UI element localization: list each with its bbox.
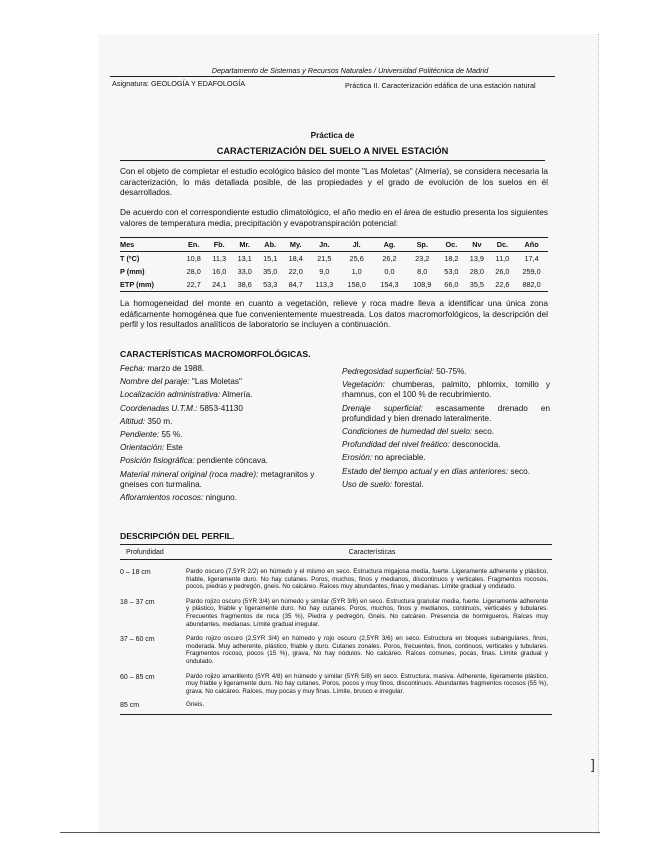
field-value: Almería. bbox=[221, 390, 253, 400]
climate-header-cell: Jl. bbox=[340, 238, 373, 252]
table-cell: 66,0 bbox=[439, 278, 465, 292]
table-cell: 13,9 bbox=[469, 254, 484, 263]
table-cell: 259,0 bbox=[522, 267, 541, 276]
climate-row-etp bbox=[120, 278, 548, 292]
macro-heading: CARACTERÍSTICAS MACROMORFOLÓGICAS. bbox=[120, 349, 311, 359]
table-cell: 53,0 bbox=[444, 267, 459, 276]
field-pedregosidad bbox=[342, 367, 550, 377]
table-cell: 108,9 bbox=[406, 278, 439, 292]
title-rule bbox=[120, 160, 545, 161]
field-label: Material mineral original (roca madre): bbox=[120, 469, 259, 479]
table-cell: 21,5 bbox=[317, 254, 332, 263]
table-cell: 38,6 bbox=[232, 278, 258, 292]
climate-header-cell: Dc. bbox=[490, 238, 516, 252]
climate-header-cell: Año bbox=[515, 238, 548, 252]
field-label: Drenaje superficial: bbox=[342, 403, 423, 413]
field-paraje bbox=[120, 377, 330, 387]
table-cell: 13,1 bbox=[237, 254, 252, 263]
table-cell: 154,3 bbox=[373, 278, 406, 292]
practice-label: Práctica II. Caracterización edáfica de una estación natural bbox=[345, 81, 536, 90]
table-cell: 18,2 bbox=[444, 254, 459, 263]
profile-depth: 18 – 37 cm bbox=[120, 598, 155, 606]
field-label: Condiciones de humedad del suelo: bbox=[342, 427, 473, 437]
field-value: 55 %. bbox=[161, 430, 183, 440]
field-orientacion bbox=[120, 443, 330, 453]
field-label: Orientación: bbox=[120, 443, 165, 453]
profile-table bbox=[120, 544, 552, 715]
table-cell: 28,0 bbox=[186, 267, 201, 276]
field-label: Posición fisiográfica: bbox=[120, 456, 195, 466]
table-cell: 8,0 bbox=[417, 267, 428, 276]
field-label: Estado del tiempo actual y en días anteriores: bbox=[342, 466, 509, 476]
profile-row bbox=[120, 568, 552, 591]
field-value: desconocida. bbox=[452, 440, 501, 450]
profile-description: Pardo rojizo amarillento (5YR 4/8) en húmedo y similar (5YR 5/8) en seco. Estructura, masiva. Adherente, ligeramente plástico, muy friable y ligeramente duro. No hay cutanes. Poros, pocos y muy finos, discontinuos. Abundantes fragmentos rocosos (55 %), grava. No calcáreo. Raíces, muy pocas y muy finas. Límite, brusco e irregular. bbox=[186, 672, 548, 695]
field-humedad bbox=[342, 427, 550, 437]
climate-header-cell: Nv bbox=[464, 238, 490, 252]
header-rule bbox=[110, 76, 555, 77]
field-label: Pendiente: bbox=[120, 430, 160, 440]
field-uso bbox=[342, 480, 550, 490]
department-header: Departamento de Sistemas y Recursos Naturales / Universidad Politécnica de Madrid bbox=[211, 66, 489, 75]
intro-paragraph-1: Con el objeto de completar el estudio ecológico básico del monte "Las Moletas" (Almería), se considera necesaria la caracterización, lo más detallada posible, de las propiedades y el grado de evolución de los suelos en él desarrollados. bbox=[120, 166, 548, 197]
field-vegetacion bbox=[342, 380, 550, 400]
field-label: Altitud: bbox=[120, 416, 146, 426]
field-value: metagranitos y gneises con turmalina. bbox=[120, 469, 315, 489]
table-cell: 11,0 bbox=[495, 254, 510, 263]
field-label: Profundidad del nivel freático: bbox=[342, 440, 450, 450]
climate-header-cell: Oc. bbox=[439, 238, 465, 252]
table-cell: 35,0 bbox=[263, 267, 278, 276]
field-value: 5853-41130 bbox=[199, 403, 243, 413]
perfil-heading: DESCRIPCIÓN DEL PERFIL. bbox=[120, 531, 235, 541]
subject-label: Asignatura: GEOLOGÍA Y EDAFOLOGÍA bbox=[112, 79, 246, 88]
scan-bottom-edge bbox=[60, 832, 600, 833]
field-value: "Las Moletas" bbox=[191, 377, 242, 387]
profile-header-row bbox=[120, 544, 552, 560]
title-line-1: Práctica de bbox=[310, 131, 355, 140]
field-label: Vegetación: bbox=[342, 380, 385, 390]
climate-header-cell: Sp. bbox=[406, 238, 439, 252]
table-cell: P (mm) bbox=[120, 267, 145, 276]
table-cell: 15,1 bbox=[263, 254, 278, 263]
table-cell: 0,0 bbox=[384, 267, 395, 276]
field-label: Afloramientos rocosos: bbox=[120, 493, 204, 503]
field-value: seco. bbox=[510, 466, 530, 476]
field-value: no apreciable. bbox=[374, 453, 426, 463]
field-erosion bbox=[342, 453, 550, 463]
table-cell: 33,0 bbox=[237, 267, 252, 276]
page-edge bbox=[598, 34, 602, 834]
intro-paragraph-2: De acuerdo con el correspondiente estudio climatológico, el año medio en el área de estudio presenta los siguientes valores de temperatura media, precipitación y evapotranspiración potencial: bbox=[120, 207, 548, 228]
climate-header-cell: En. bbox=[181, 238, 207, 252]
climate-row-temperature bbox=[120, 252, 548, 266]
field-value: escasamente drenado en profundidad y bien drenado lateralmente. bbox=[342, 403, 550, 423]
field-drenaje bbox=[342, 404, 550, 424]
climate-header-cell: Mr. bbox=[232, 238, 258, 252]
field-label: Pedregosidad superficial: bbox=[342, 367, 434, 376]
field-value: forestal. bbox=[394, 479, 424, 489]
scan-bracket-mark: ] bbox=[591, 756, 595, 772]
page-title: CARACTERIZACIÓN DEL SUELO A NIVEL ESTACIÓN bbox=[216, 146, 449, 156]
field-value: 350 m. bbox=[147, 416, 173, 426]
profile-header-depth: Profundidad bbox=[126, 548, 164, 556]
field-label: Nombre del paraje: bbox=[120, 377, 190, 387]
field-label: Localización administrativa: bbox=[120, 390, 221, 400]
profile-description: Gneis. bbox=[186, 701, 205, 709]
table-cell: 26,0 bbox=[495, 267, 510, 276]
climate-header-cell: Fb. bbox=[206, 238, 232, 252]
macro-right-column bbox=[342, 367, 550, 493]
table-cell: 84,7 bbox=[283, 278, 309, 292]
table-cell: 882,0 bbox=[515, 278, 548, 292]
table-cell: ETP (mm) bbox=[120, 278, 181, 292]
table-cell: 18,4 bbox=[288, 254, 303, 263]
table-cell: 25,6 bbox=[349, 254, 364, 263]
table-cell: 1,0 bbox=[351, 267, 362, 276]
profile-description: Pardo rojizo oscuro (2,5YR 3/4) en húmedo y rojo oscuro (2,5YR 3/6) en seco. Estructura en bloques subangulares, finos, moderada. Muy adherente, plástico, friable y duro. Cutanes zonales. Poros, frecuentes, finos, continuos, verticales y tubulares. Fragmentos rocoso, pocos (15 %), grava, No hay nódulos. No calcáreo. Raíces comunes, pocas, finas. Límite gradual y ondulado. bbox=[186, 635, 548, 665]
field-afloramientos bbox=[120, 493, 330, 503]
field-freatico bbox=[342, 440, 550, 450]
climate-header-cell: My. bbox=[283, 238, 309, 252]
profile-header-characteristics: Características bbox=[348, 548, 396, 556]
profile-bottom-rule bbox=[120, 714, 552, 715]
climate-header-row bbox=[120, 238, 548, 252]
table-cell: 9,0 bbox=[319, 267, 330, 276]
climate-header-cell: Jn. bbox=[308, 238, 340, 252]
table-cell: 35,5 bbox=[464, 278, 490, 292]
field-label: Uso de suelo: bbox=[342, 479, 393, 489]
field-value: chumberas, palmito, phlomix, tomillo y rhamnus, con el 100 % de recubrimiento. bbox=[342, 380, 550, 400]
table-cell: 17,4 bbox=[524, 254, 539, 263]
table-cell: 158,0 bbox=[340, 278, 373, 292]
macro-left-column bbox=[120, 364, 330, 506]
profile-depth: 37 – 60 cm bbox=[120, 636, 155, 644]
field-value: ninguno. bbox=[205, 493, 237, 503]
homogeneity-paragraph: La homogeneidad del monte en cuanto a vegetación, relieve y roca madre lleva a identificar una única zona edáficamente homogénea que fue convenientemente muestreada. Los datos macromorfológicos, la descripción del perfil y los resultados analíticos de laboratorio se incluyen a continuación. bbox=[120, 298, 548, 329]
field-value: pendiente cóncava. bbox=[196, 456, 268, 466]
table-cell: 53,3 bbox=[257, 278, 283, 292]
climate-table bbox=[120, 237, 548, 292]
field-label: Erosión: bbox=[342, 453, 373, 463]
field-pendiente bbox=[120, 430, 330, 440]
table-cell: 11,3 bbox=[212, 254, 227, 263]
table-cell: 10,8 bbox=[186, 254, 201, 263]
field-value: 50-75%. bbox=[436, 367, 467, 376]
climate-row-precipitation bbox=[120, 265, 548, 278]
field-value: seco. bbox=[474, 427, 495, 437]
field-altitud bbox=[120, 417, 330, 427]
field-value: marzo de 1988. bbox=[147, 364, 205, 373]
field-localizacion bbox=[120, 390, 330, 400]
table-cell: 28,0 bbox=[469, 267, 484, 276]
table-cell: 22,0 bbox=[288, 267, 303, 276]
field-value: Este bbox=[166, 443, 183, 453]
field-material bbox=[120, 470, 330, 490]
table-cell: 26,2 bbox=[382, 254, 397, 263]
field-coordenadas bbox=[120, 404, 330, 414]
profile-depth: 60 – 85 cm bbox=[120, 673, 155, 681]
profile-row bbox=[120, 701, 552, 710]
table-cell: 113,3 bbox=[308, 278, 340, 292]
field-fecha bbox=[120, 364, 330, 374]
climate-header-cell: Ab. bbox=[257, 238, 283, 252]
profile-depth: 0 – 18 cm bbox=[120, 569, 151, 576]
table-cell: 24,1 bbox=[206, 278, 232, 292]
table-cell: 16,0 bbox=[212, 267, 227, 276]
profile-row bbox=[120, 635, 552, 665]
field-posicion bbox=[120, 456, 330, 466]
profile-row bbox=[120, 673, 552, 696]
table-cell: 23,2 bbox=[415, 254, 430, 263]
field-tiempo bbox=[342, 467, 550, 477]
field-label: Coordenadas U.T.M.: bbox=[120, 403, 198, 413]
climate-header-cell: Ag. bbox=[373, 238, 406, 252]
profile-row bbox=[120, 598, 552, 628]
table-cell: 22,6 bbox=[490, 278, 516, 292]
table-cell: T (ºC) bbox=[120, 254, 140, 263]
profile-description: Pardo rojizo oscuro (5YR 3/4) en húmedo y similar (5YR 3/6) en seco. Estructura granular media, fuerte. Ligeramente adherente y plástico, friable y ligeramente duro. No hay cutanes. Poros, muchos, finos y medianos, continuos, verticales y tubulares. Frecuentes fragmentos de roca (35 %), Piedra y pedregón, Gneis. No calcáreo. Presencia de hormigueros, Raíces muy abundantes, medianas. Límite gradual irregular. bbox=[186, 597, 548, 628]
field-label: Fecha: bbox=[120, 364, 146, 373]
profile-depth: 85 cm bbox=[120, 702, 140, 710]
table-cell: 22,7 bbox=[181, 278, 207, 292]
profile-description: Pardo oscuro (7,5YR 2/2) en húmedo y el mismo en seco. Estructura migajosa media, fuerte. Ligeramente adherente y plástico, friable, ligeramente duro. No hay cutanes. Poros, muchos, finos y medianos, discontinuos y verticales. Fragmentos rocosos, pocos, piedras y pedregón, gneis. No calcáreo. Raíces muy abundantes, finas y medianas. Límite gradual y ondulado. bbox=[186, 568, 548, 591]
climate-header-cell: Mes bbox=[120, 238, 181, 252]
